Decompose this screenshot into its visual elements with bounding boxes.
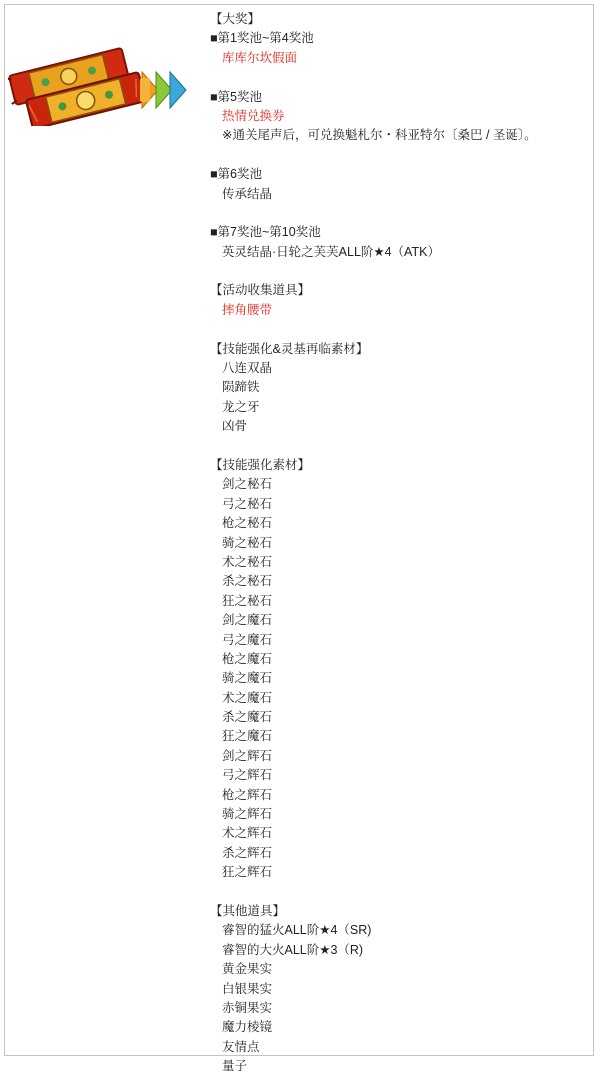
- pool-item: 英灵结晶·日轮之芙芙ALL阶★4（ATK）: [222, 244, 440, 259]
- pool-label: ■第7奖池~第10奖池: [210, 225, 321, 240]
- other-item: 白银果实: [222, 981, 273, 996]
- pool-label: ■第6奖池: [210, 167, 263, 182]
- skill-material-item: 弓之辉石: [222, 768, 273, 783]
- other-item: 睿智的大火ALL阶★3（R): [222, 942, 364, 957]
- skill-material-item: 剑之魔石: [222, 613, 273, 628]
- prize-pools: [210, 29, 590, 281]
- skill-ascension-item: 龙之牙: [222, 399, 260, 414]
- skill-ascension-item: 八连双晶: [222, 361, 273, 376]
- skill-material-item: 剑之秘石: [222, 477, 273, 492]
- skill-material-item: 术之辉石: [222, 826, 273, 841]
- event-items-heading: 【活动收集道具】: [210, 283, 311, 298]
- skill-material-item: 骑之秘石: [222, 535, 273, 550]
- skill-material-item: 弓之秘石: [222, 496, 273, 511]
- other-item: 赤铜果实: [222, 1000, 273, 1015]
- other-item: 睿智的猛火ALL阶★4（SR): [222, 923, 372, 938]
- skill-ascension-list: [210, 359, 590, 437]
- other-item: 友情点: [222, 1039, 260, 1054]
- grand-prize-heading: 【大奖】: [210, 12, 261, 26]
- skill-material-item: 杀之辉石: [222, 845, 273, 860]
- event-items-list: [210, 301, 590, 320]
- skill-material-item: 狂之魔石: [222, 729, 273, 744]
- pool-label: ■第1奖池~第4奖池: [210, 31, 314, 46]
- skill-material-item: 杀之秘石: [222, 574, 273, 589]
- other-item: 魔力棱镜: [222, 1020, 273, 1035]
- skill-material-item: 弓之魔石: [222, 632, 273, 647]
- skill-material-item: 枪之魔石: [222, 651, 273, 666]
- prize-art: [8, 42, 204, 126]
- skill-material-item: 骑之魔石: [222, 671, 273, 686]
- skill-material-item: 术之秘石: [222, 554, 273, 569]
- skill-material-item: 剑之辉石: [222, 748, 273, 763]
- skill-material-item: 术之魔石: [222, 690, 273, 705]
- skill-material-item: 枪之辉石: [222, 787, 273, 802]
- championship-belts-icon: [8, 42, 204, 126]
- skill-materials-heading: 【技能强化素材】: [210, 457, 311, 472]
- skill-material-item: 枪之秘石: [222, 516, 273, 531]
- other-item: 黄金果实: [222, 962, 273, 977]
- skill-ascension-item: 凶骨: [222, 419, 248, 434]
- rewards-list: [210, 10, 590, 1076]
- skill-material-item: 骑之辉石: [222, 807, 273, 822]
- skill-material-item: 杀之魔石: [222, 710, 273, 725]
- skill-ascension-heading: 【技能强化&灵基再临素材】: [210, 341, 369, 356]
- skill-material-item: 狂之辉石: [222, 865, 273, 880]
- arrow-icons: [140, 72, 186, 108]
- pool-item: 传承结晶: [222, 186, 273, 201]
- other-items-list: [210, 921, 590, 1076]
- skill-material-item: 狂之秘石: [222, 593, 273, 608]
- skill-ascension-item: 陨蹄铁: [222, 380, 260, 395]
- skill-materials-list: [210, 475, 590, 882]
- pool-label: ■第5奖池: [210, 89, 263, 104]
- pool-item: ※通关尾声后，可兑换魁札尔・科亚特尔〔桑巴 / 圣诞〕。: [222, 128, 537, 143]
- event-item: 摔角腰带: [222, 302, 273, 317]
- other-item: 量子: [222, 1059, 248, 1074]
- pool-item: 热情兑换券: [222, 108, 285, 123]
- other-items-heading: 【其他道具】: [210, 903, 286, 918]
- pool-item: 库库尔坎假面: [222, 50, 298, 65]
